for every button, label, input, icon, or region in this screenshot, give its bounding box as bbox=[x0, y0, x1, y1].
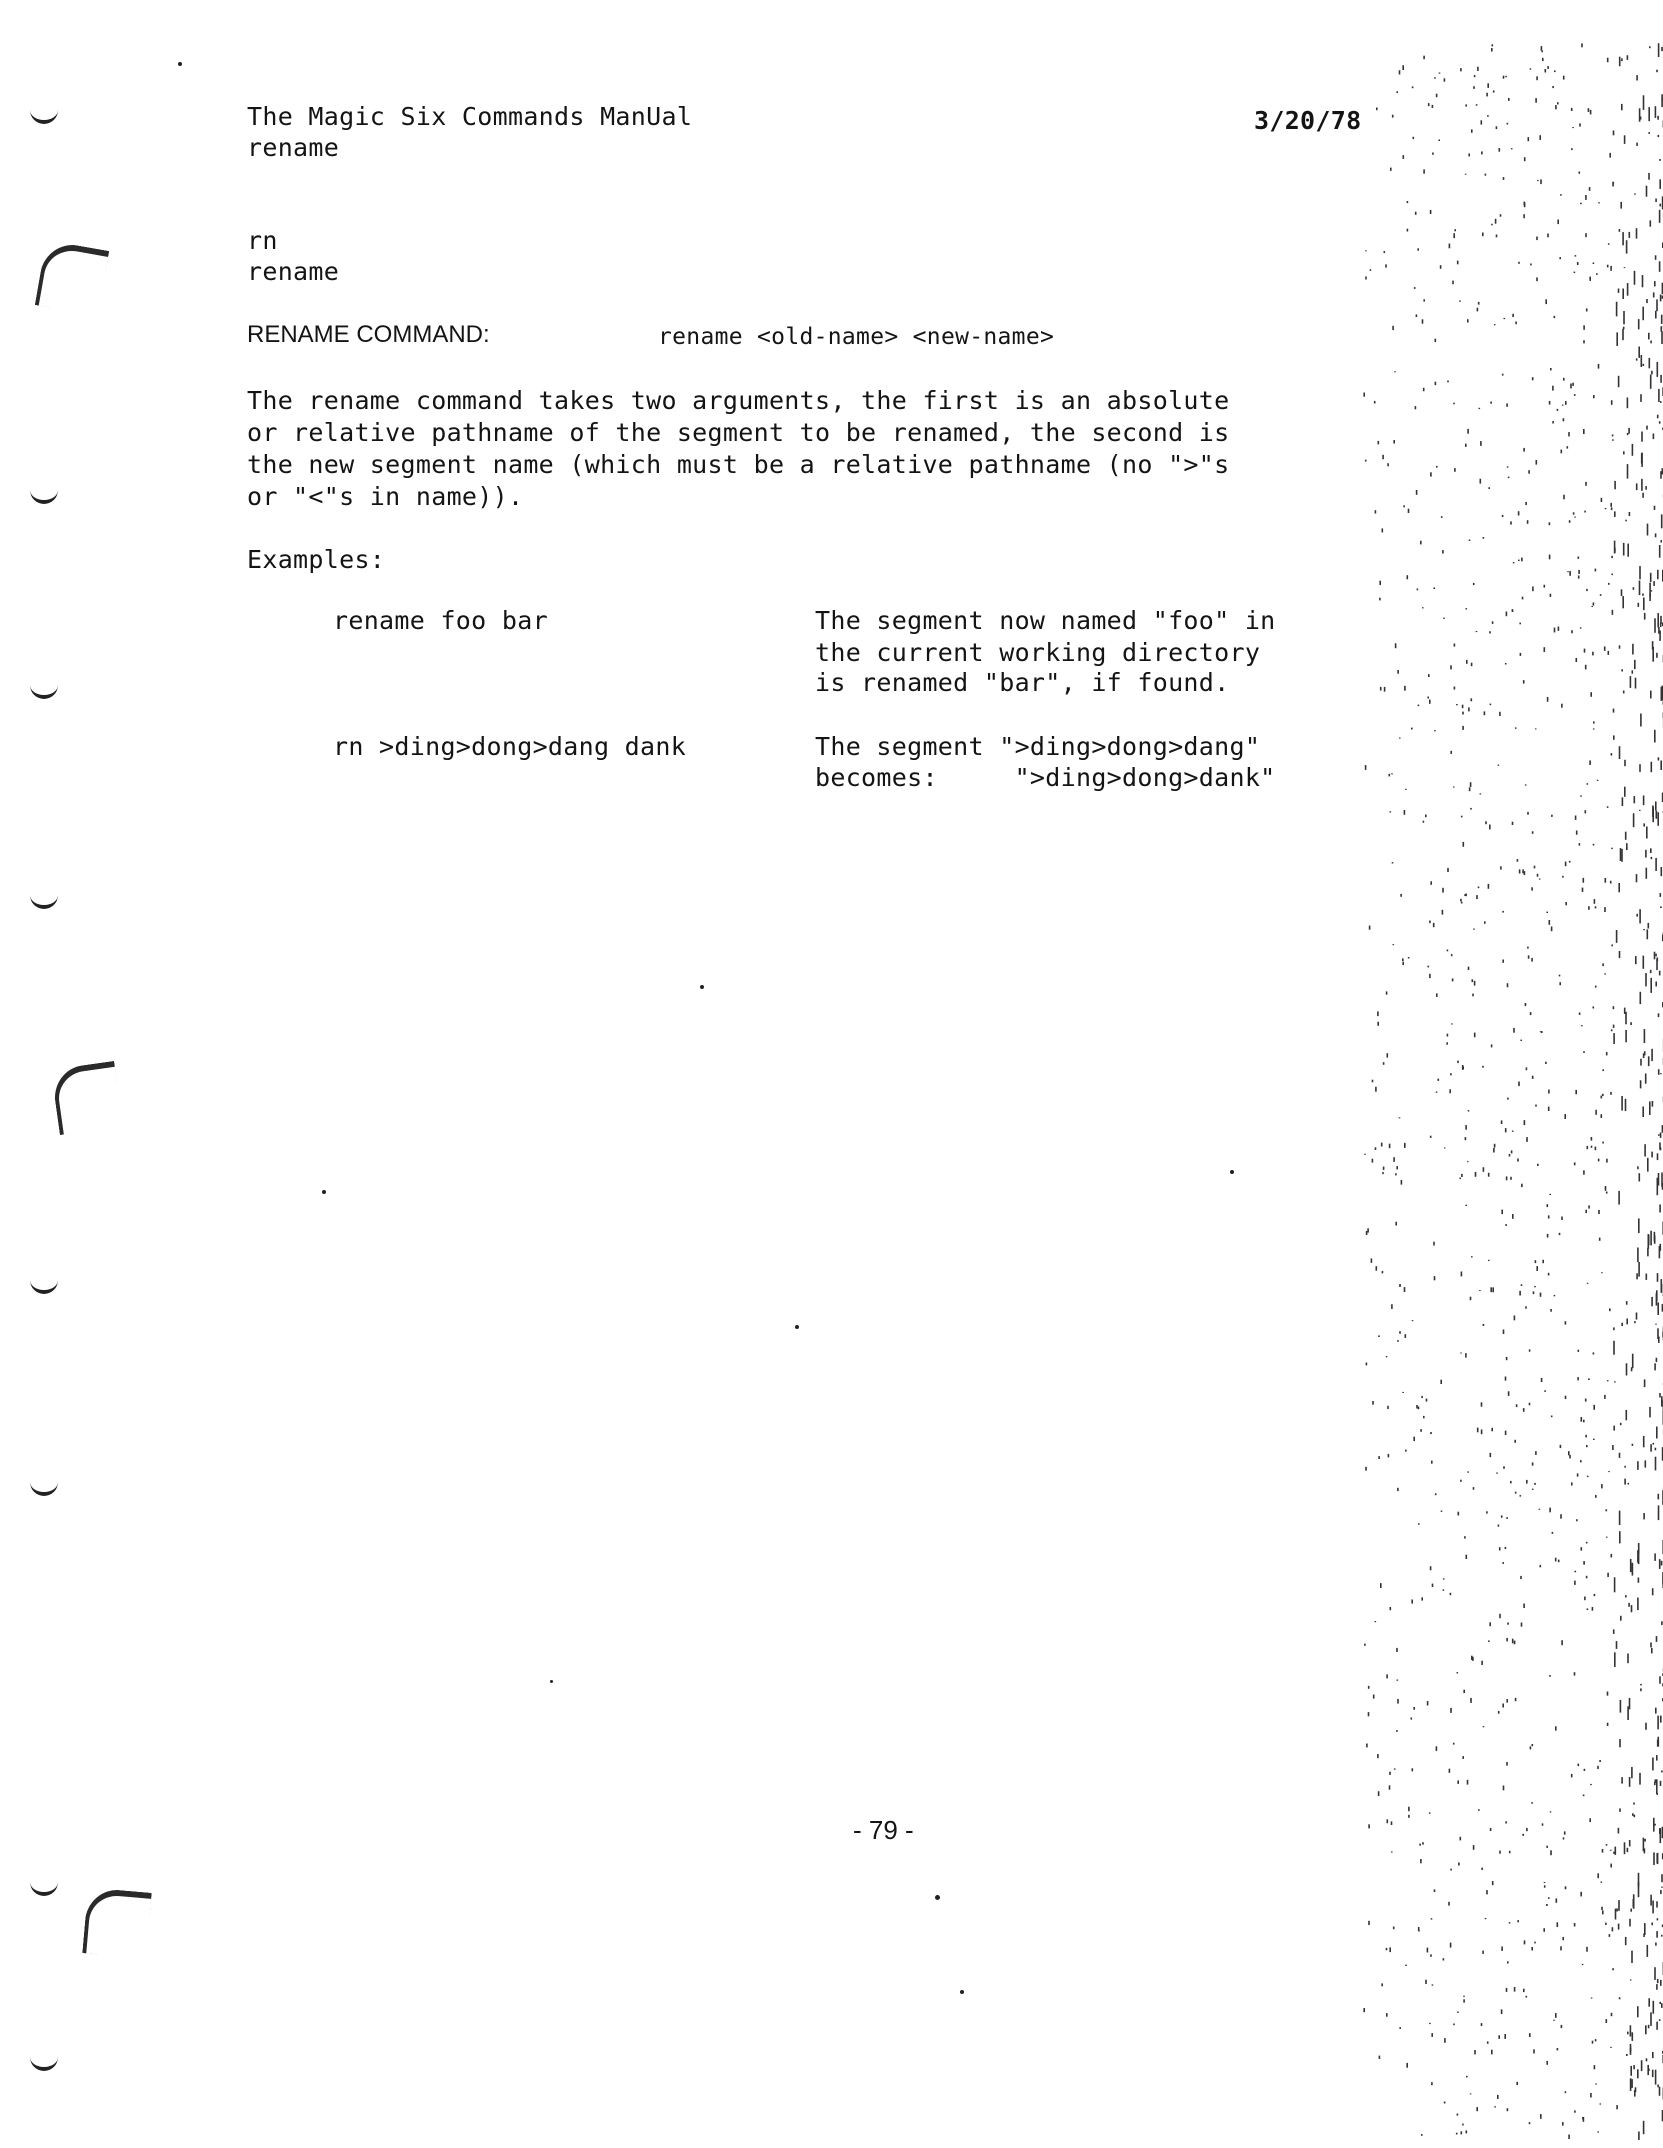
example-explanation-line: The segment ">ding>dong>dang" bbox=[815, 732, 1261, 761]
usage-label: RENAME COMMAND: bbox=[247, 321, 490, 348]
usage-syntax: rename <old-name> <new-name> bbox=[658, 324, 1055, 350]
scan-speck bbox=[1230, 1170, 1234, 1174]
section-name: rename bbox=[247, 133, 340, 162]
manual-title: The Magic Six Commands ManUal bbox=[247, 102, 693, 131]
description-line: or relative pathname of the segment to be renamed, the second is bbox=[247, 418, 1230, 447]
scan-speck bbox=[795, 1325, 799, 1329]
scan-noise bbox=[1363, 40, 1663, 2140]
example-explanation-line: the current working directory bbox=[815, 638, 1261, 667]
examples-heading: Examples: bbox=[247, 545, 386, 574]
binder-mark bbox=[30, 488, 58, 504]
binder-curl bbox=[51, 1061, 124, 1135]
binder-curl bbox=[82, 1887, 152, 1958]
scan-speck bbox=[935, 1895, 940, 1900]
example-explanation-line: is renamed "bar", if found. bbox=[815, 668, 1230, 697]
scan-speck bbox=[550, 1680, 553, 1683]
binder-curl bbox=[35, 240, 109, 316]
scan-speck bbox=[700, 985, 704, 989]
date: 3/20/78 bbox=[1254, 106, 1362, 135]
scan-speck bbox=[322, 1190, 326, 1194]
command-long-name: rename bbox=[247, 257, 340, 286]
example-explanation-line: The segment now named "foo" in bbox=[815, 606, 1276, 635]
description-line: or "<"s in name)). bbox=[247, 482, 524, 511]
page-number: - 79 - bbox=[853, 1815, 914, 1845]
binder-mark bbox=[30, 1278, 58, 1294]
description-line: The rename command takes two arguments, the first is an absolute bbox=[247, 386, 1230, 415]
binder-mark bbox=[30, 683, 58, 699]
binder-mark bbox=[30, 893, 58, 909]
binder-mark bbox=[30, 1480, 58, 1496]
binder-mark bbox=[30, 108, 58, 124]
description-line: the new segment name (which must be a relative pathname (no ">"s bbox=[247, 450, 1230, 479]
example-command: rn >ding>dong>dang dank bbox=[333, 732, 687, 761]
command-short-name: rn bbox=[247, 226, 278, 255]
scan-speck bbox=[178, 62, 182, 66]
example-command: rename foo bar bbox=[333, 606, 548, 635]
binder-mark bbox=[30, 2055, 58, 2071]
example-explanation-line: becomes: ">ding>dong>dank" bbox=[815, 763, 1276, 792]
scan-speck bbox=[960, 1990, 964, 1994]
binder-mark bbox=[30, 1880, 58, 1896]
